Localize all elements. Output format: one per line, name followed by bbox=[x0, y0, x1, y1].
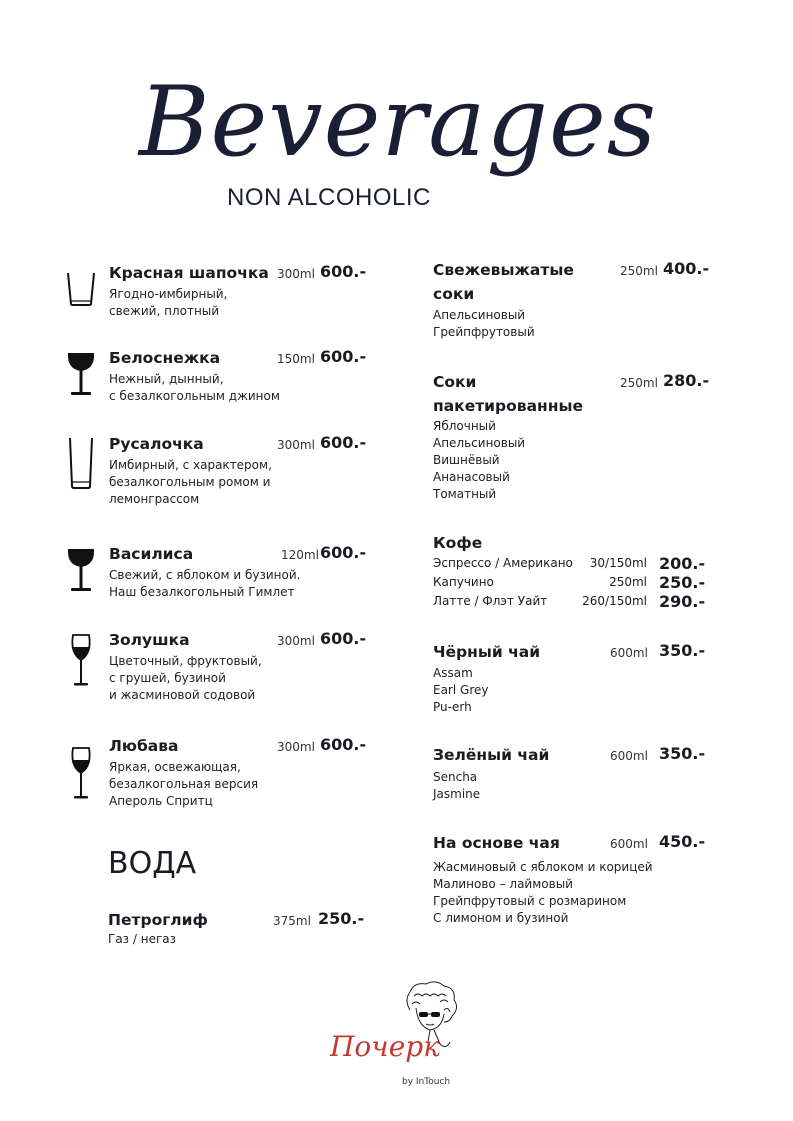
item-description: Апероль Спритц bbox=[109, 794, 213, 808]
item-description: Вишнёвый bbox=[433, 453, 500, 467]
item-volume: 600ml bbox=[610, 837, 648, 851]
coffee-name: Латте / Флэт Уайт bbox=[433, 594, 548, 608]
item-name: Белоснежка bbox=[109, 349, 221, 367]
item-description: Апельсиновый bbox=[433, 308, 526, 322]
menu-item bbox=[109, 432, 369, 512]
item-description: лемонграссом bbox=[109, 492, 200, 506]
item-description: Цветочный, фруктовый, bbox=[109, 654, 262, 668]
item-name: Русалочка bbox=[109, 435, 204, 453]
menu-item bbox=[109, 628, 369, 708]
coffee-name: Эспрессо / Американо bbox=[433, 556, 573, 570]
item-price: 450.- bbox=[659, 832, 706, 851]
item-name: Зелёный чай bbox=[433, 746, 550, 764]
item-name: Василиса bbox=[109, 545, 194, 563]
item-price: 600.- bbox=[320, 543, 367, 562]
coffee-volume: 30/150ml bbox=[589, 556, 647, 570]
item-name: Любава bbox=[109, 737, 179, 755]
coffee-row bbox=[433, 573, 708, 592]
menu-item bbox=[109, 261, 369, 321]
menu-item bbox=[109, 346, 369, 406]
coffee-row bbox=[433, 554, 708, 573]
menu-item-coffee bbox=[433, 531, 718, 611]
menu-title: Beverages bbox=[138, 66, 658, 178]
item-description: Jasmine bbox=[433, 787, 481, 801]
item-price: 600.- bbox=[320, 347, 367, 366]
item-description: Имбирный, с характером, bbox=[109, 458, 272, 472]
item-volume: 250ml bbox=[620, 376, 658, 390]
item-name: Соки bbox=[433, 373, 477, 391]
item-price: 400.- bbox=[663, 259, 710, 278]
item-description: Нежный, дынный, bbox=[109, 372, 224, 386]
menu-item bbox=[108, 908, 368, 948]
item-description: безалкогольным ромом и bbox=[109, 475, 271, 489]
item-description: Жасминовый с яблоком и корицей bbox=[433, 860, 653, 874]
item-description: Earl Grey bbox=[433, 683, 489, 697]
item-volume: 375ml bbox=[273, 914, 311, 928]
section-title-water: ВОДА bbox=[108, 846, 197, 881]
item-volume: 300ml bbox=[277, 267, 315, 281]
item-description: с безалкогольным джином bbox=[109, 389, 280, 403]
item-volume: 150ml bbox=[277, 352, 315, 366]
item-description: Яблочный bbox=[433, 419, 496, 433]
coffee-row bbox=[433, 592, 708, 611]
wine-glass-icon bbox=[70, 746, 92, 800]
item-name: Золушка bbox=[109, 631, 190, 649]
item-description: Pu-erh bbox=[433, 700, 472, 714]
item-description: Наш безалкогольный Гимлет bbox=[109, 585, 295, 599]
menu-item bbox=[433, 258, 718, 348]
item-name: соки bbox=[433, 285, 475, 303]
coffee-price: 250.- bbox=[659, 573, 706, 592]
coupe-glass-icon bbox=[66, 351, 96, 397]
item-description: Яркая, освежающая, bbox=[109, 760, 241, 774]
item-name: Чёрный чай bbox=[433, 643, 541, 661]
item-description: и жасминовой содовой bbox=[109, 688, 256, 702]
coffee-volume: 260/150ml bbox=[582, 594, 647, 608]
tumbler-glass-icon bbox=[66, 271, 96, 307]
menu-item bbox=[433, 370, 718, 510]
item-description: свежий, плотный bbox=[109, 304, 220, 318]
item-description: Свежий, с яблоком и бузиной. bbox=[109, 568, 301, 582]
menu-item bbox=[109, 734, 369, 814]
item-volume: 300ml bbox=[277, 740, 315, 754]
item-description: Assam bbox=[433, 666, 473, 680]
item-description: Апельсиновый bbox=[433, 436, 526, 450]
menu-subtitle: NON ALCOHOLIC bbox=[227, 184, 431, 211]
menu-item bbox=[433, 831, 718, 931]
item-description: с грушей, бузиной bbox=[109, 671, 226, 685]
coffee-price: 200.- bbox=[659, 554, 706, 573]
coffee-volume: 250ml bbox=[609, 575, 647, 589]
item-description: Грейпфрутовый bbox=[433, 325, 535, 339]
item-description: безалкогольная версия bbox=[109, 777, 259, 791]
brand-tagline: by InTouch bbox=[402, 1077, 451, 1087]
item-name: Петроглиф bbox=[108, 911, 208, 929]
item-volume: 300ml bbox=[277, 438, 315, 452]
item-name: пакетированные bbox=[433, 397, 584, 415]
menu-item bbox=[433, 743, 718, 805]
coupe-glass-icon bbox=[66, 547, 96, 593]
item-price: 600.- bbox=[320, 433, 367, 452]
menu-item bbox=[433, 640, 718, 720]
item-volume: 600ml bbox=[610, 749, 648, 763]
item-name: Свежевыжатые bbox=[433, 261, 574, 279]
coffee-price: 290.- bbox=[659, 592, 706, 611]
item-description: Ягодно-имбирный, bbox=[109, 287, 228, 301]
item-volume: 300ml bbox=[277, 634, 315, 648]
item-description: Томатный bbox=[433, 487, 497, 501]
item-description: Ананасовый bbox=[433, 470, 510, 484]
item-description: Sencha bbox=[433, 770, 478, 784]
item-description: Малиново – лаймовый bbox=[433, 877, 573, 891]
item-price: 350.- bbox=[659, 641, 706, 660]
item-volume: 120ml bbox=[281, 548, 319, 562]
item-name: Красная шапочка bbox=[109, 264, 269, 282]
item-description: Грейпфрутовый с розмарином bbox=[433, 894, 627, 908]
item-volume: 600ml bbox=[610, 646, 648, 660]
item-price: 250.- bbox=[318, 909, 365, 928]
item-name: Кофе bbox=[433, 534, 483, 552]
item-price: 350.- bbox=[659, 744, 706, 763]
menu-item bbox=[109, 542, 369, 602]
item-description: С лимоном и бузиной bbox=[433, 911, 569, 925]
item-description: Газ / негаз bbox=[108, 932, 176, 946]
wine-glass-icon bbox=[70, 633, 92, 687]
coffee-name: Капучино bbox=[433, 575, 494, 589]
highball-glass-icon bbox=[68, 436, 94, 490]
item-price: 600.- bbox=[320, 262, 367, 281]
item-price: 280.- bbox=[663, 371, 710, 390]
item-price: 600.- bbox=[320, 735, 367, 754]
item-name: На основе чая bbox=[433, 834, 560, 852]
item-volume: 250ml bbox=[620, 264, 658, 278]
brand-name: Почерк bbox=[330, 1030, 440, 1063]
brand-logo bbox=[330, 980, 470, 1090]
item-price: 600.- bbox=[320, 629, 367, 648]
